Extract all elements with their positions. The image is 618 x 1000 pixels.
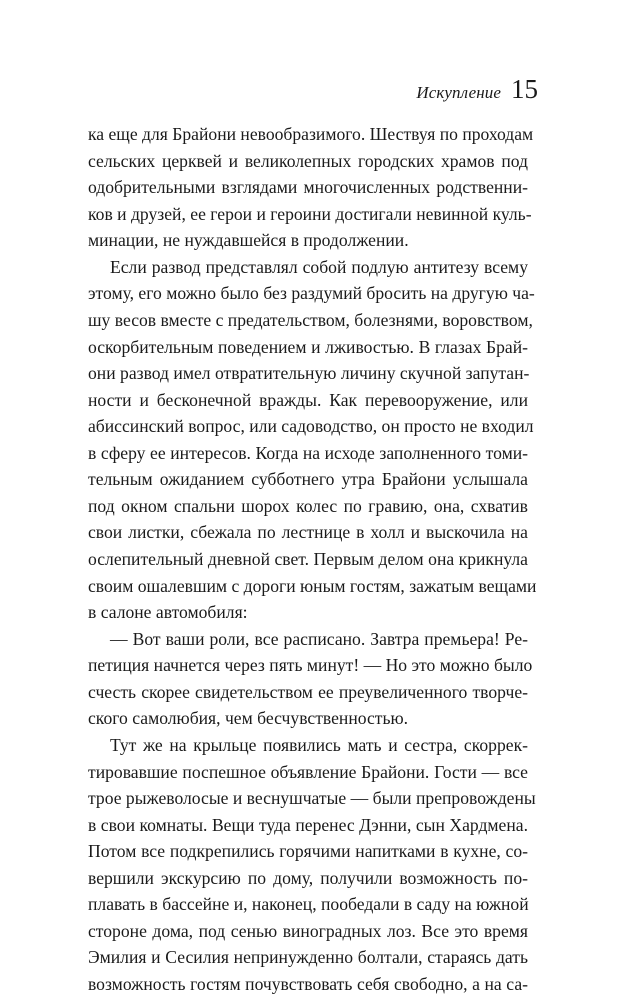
text-line: в свои комнаты. Вещи туда перенес Дэнни, сын Хардмена. [88, 814, 528, 835]
text-line: одобрительными взглядами многочисленных родственни- [88, 177, 528, 198]
text-line: своим ошалевшим с дороги юным гостям, зажатым вещами [88, 575, 537, 596]
text-line: стороне дома, под сенью виноградных лоз. Все это время [88, 920, 528, 941]
text-line: под окном спальни шорох колес по гравию, она, схватив [88, 495, 528, 516]
text-line: петиция начнется через пять минут! — Но это можно было [88, 655, 533, 676]
text-line: абиссинский вопрос, или садоводство, он просто не входил [88, 416, 534, 437]
text-line: они развод имел отвратительную личину скучной запутан- [88, 363, 530, 384]
text-line: Эмилия и Сесилия непринужденно болтали, стараясь дать [88, 947, 528, 968]
text-line: ков и друзей, ее герои и героини достигали невинной куль- [88, 203, 532, 224]
text-line: сельских церквей и великолепных городских храмов под [88, 150, 528, 171]
text-line: ка еще для Брайони невообразимого. Шествуя по проходам [88, 124, 534, 144]
body-text [88, 121, 537, 998]
text-line: ности и бесконечной вражды. Как перевооружение, или [88, 389, 528, 410]
page-number: 15 [511, 74, 538, 104]
running-header [416, 76, 538, 103]
text-line: оскорбительным поведением и лживостью. В глазах Брай- [88, 336, 528, 357]
text-line: тировавшие поспешное объявление Брайони. Гости — все [88, 761, 528, 782]
text-line: плавать в бассейне и, наконец, пообедали в саду на южной [88, 894, 529, 915]
text-line: счесть скорее свидетельством ее преувеличенного творче- [88, 681, 528, 702]
text-line: ослепительный дневной свет. Первым делом она крикнула [88, 549, 528, 569]
text-line: шу весов вместе с предательством, болезнями, воровством, [88, 309, 533, 330]
running-title: Искупление [416, 83, 501, 102]
text-line: в салоне автомобиля: [88, 602, 248, 623]
text-line: Потом все подкрепились горячими напитками в кухне, со- [88, 841, 528, 862]
text-line: свои листки, сбежала по лестнице в холл и выскочила на [88, 522, 528, 543]
text-line: ского самолюбия, чем бесчувственностью. [88, 708, 409, 729]
text-line: Тут же на крыльце появились мать и сестра, скоррек- [110, 734, 528, 755]
text-line: в сферу ее интересов. Когда на исходе заполненного томи- [88, 442, 528, 463]
text-line: Если развод представлял собой подлую антитезу всему [110, 256, 528, 277]
text-line: минации, не нуждавшейся в продолжении. [88, 230, 409, 251]
text-line: тельным ожиданием субботнего утра Брайони услышала [88, 469, 528, 490]
text-line: вершили экскурсию по дому, получили возможность по- [88, 867, 528, 888]
text-line: возможность гостям почувствовать себя свободно, а на са- [88, 974, 528, 994]
text-line: трое рыжеволосые и веснушчатые — были препровождены [88, 788, 536, 809]
text-line: этому, его можно было без раздумий бросить на другую ча- [88, 283, 535, 304]
text-line: — Вот ваши роли, все расписано. Завтра премьера! Ре- [110, 628, 528, 649]
